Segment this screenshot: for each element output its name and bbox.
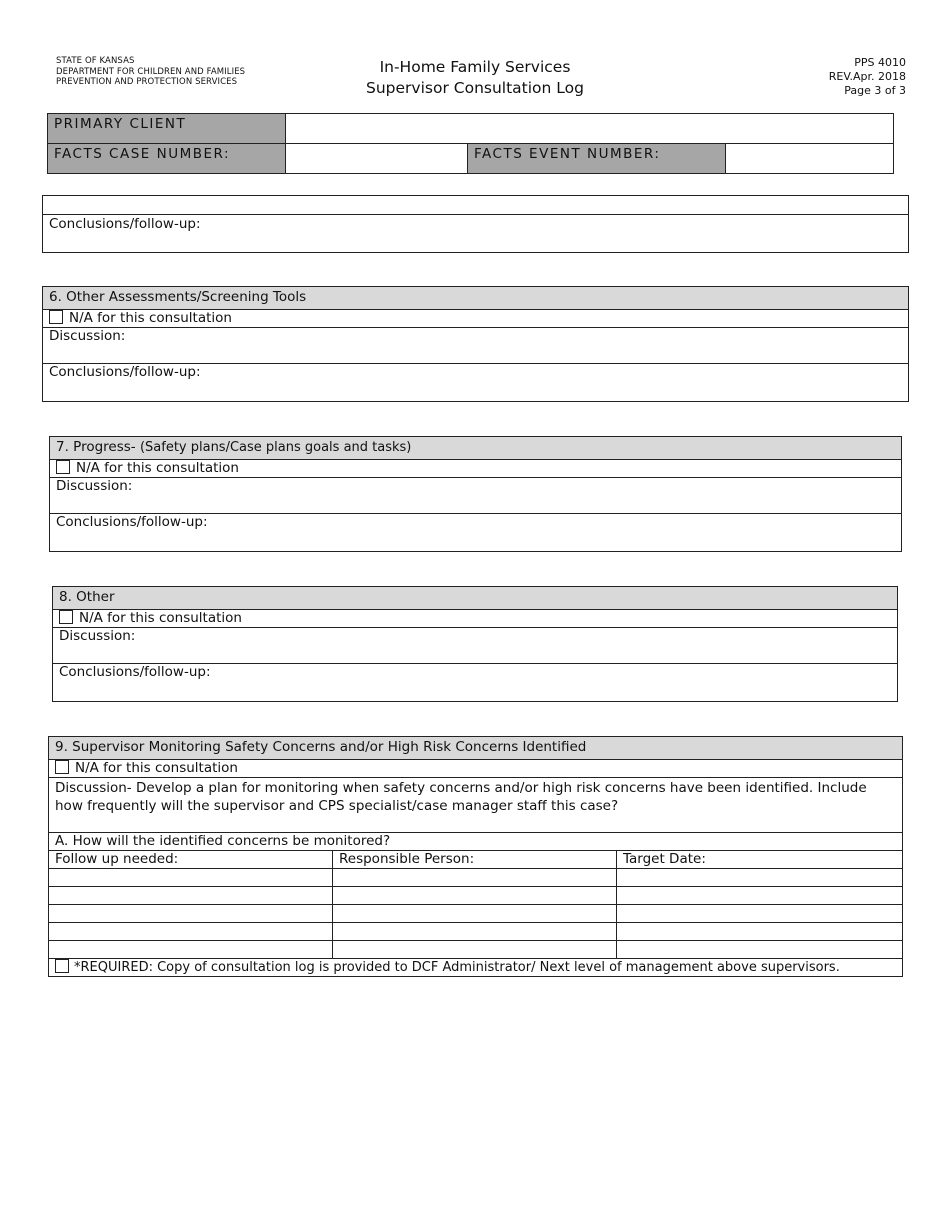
column-header-follow-up: Follow up needed:	[49, 851, 333, 869]
case-number-field[interactable]	[286, 144, 468, 174]
target-date-cell[interactable]	[617, 923, 903, 941]
section-5-conclusions-field[interactable]	[43, 215, 909, 253]
primary-client-label: PRIMARY CLIENT	[48, 114, 286, 144]
responsible-person-cell[interactable]	[333, 923, 617, 941]
section-9-title: 9. Supervisor Monitoring Safety Concerns and/or High Risk Concerns Identified	[49, 737, 903, 760]
section-7-title-cell	[50, 437, 902, 460]
section-7-title: 7. Progress-	[56, 439, 136, 455]
case-number-label: FACTS CASE NUMBER:	[48, 144, 286, 174]
section-7-na-checkbox[interactable]	[56, 460, 70, 474]
na-label: N/A for this consultation	[79, 610, 242, 626]
na-label: N/A for this consultation	[69, 310, 232, 326]
section-7-discussion-field[interactable]	[50, 478, 902, 514]
responsible-person-cell[interactable]	[333, 869, 617, 887]
responsible-person-cell[interactable]	[333, 887, 617, 905]
form-title-block	[330, 57, 620, 99]
section-6-discussion-field[interactable]	[43, 328, 909, 364]
client-info-table	[47, 113, 894, 174]
agency-line-division: PREVENTION AND PROTECTION SERVICES	[56, 77, 238, 87]
follow-up-cell[interactable]	[49, 887, 333, 905]
form-meta-block	[829, 56, 906, 98]
section-9-question: A. How will the identified concerns be monitored?	[49, 833, 903, 851]
agency-line-department: DEPARTMENT FOR CHILDREN AND FAMILIES	[56, 66, 246, 77]
conclusions-label: Conclusions/follow-up:	[49, 364, 201, 380]
section-8-table	[52, 586, 898, 702]
conclusions-label: Conclusions/follow-up:	[56, 514, 208, 530]
na-label: N/A for this consultation	[75, 760, 238, 776]
follow-up-cell[interactable]	[49, 905, 333, 923]
event-number-label: FACTS EVENT NUMBER:	[468, 144, 726, 174]
form-revision: REV.Apr. 2018	[828, 70, 906, 83]
discussion-label: Discussion:	[59, 628, 136, 644]
na-label: N/A for this consultation	[76, 460, 239, 476]
follow-up-cell[interactable]	[49, 869, 333, 887]
form-number: PPS 4010	[854, 56, 906, 69]
responsible-person-cell[interactable]	[333, 905, 617, 923]
conclusions-label: Conclusions/follow-up:	[59, 664, 211, 680]
section-6-na-row	[43, 310, 909, 328]
target-date-cell[interactable]	[617, 905, 903, 923]
section-8-discussion-field[interactable]	[53, 628, 898, 664]
target-date-cell[interactable]	[617, 941, 903, 959]
agency-line-state: STATE OF KANSAS	[56, 56, 135, 66]
conclusions-label: Conclusions/follow-up:	[49, 216, 201, 232]
section-7-conclusions-field[interactable]	[50, 514, 902, 552]
section-9-na-row	[49, 760, 903, 778]
discussion-label: Discussion:	[56, 478, 133, 494]
section-7-na-row	[50, 460, 902, 478]
section-5-continued-table	[42, 195, 909, 253]
required-checkbox[interactable]	[55, 959, 69, 973]
section-9-na-checkbox[interactable]	[55, 760, 69, 774]
section-8-conclusions-field[interactable]	[53, 664, 898, 702]
responsible-person-cell[interactable]	[333, 941, 617, 959]
follow-up-cell[interactable]	[49, 941, 333, 959]
column-header-responsible-person: Responsible Person:	[333, 851, 617, 869]
section-8-na-row	[53, 610, 898, 628]
section-8-na-checkbox[interactable]	[59, 610, 73, 624]
target-date-cell[interactable]	[617, 887, 903, 905]
section-9-discussion-field[interactable]: Discussion- Develop a plan for monitoring when safety concerns and/or high risk concerns have been identified. Include how frequently will the supervisor and CPS specialist/case manager staff this case?	[49, 778, 903, 833]
section-8-title: 8. Other	[53, 587, 898, 610]
section-7-subtitle: (Safety plans/Case plans goals and tasks)	[139, 440, 412, 455]
form-subtitle: Supervisor Consultation Log	[366, 79, 584, 97]
primary-client-field[interactable]	[286, 114, 894, 144]
section-5-discussion-field[interactable]	[43, 196, 909, 215]
required-note: *REQUIRED: Copy of consultation log is provided to DCF Administrator/ Next level of management above supervisors.	[74, 960, 840, 975]
discussion-label: Discussion:	[49, 328, 126, 344]
section-6-table	[42, 286, 909, 402]
section-6-conclusions-field[interactable]	[43, 364, 909, 402]
follow-up-cell[interactable]	[49, 923, 333, 941]
section-6-na-checkbox[interactable]	[49, 310, 63, 324]
section-6-title: 6. Other Assessments/Screening Tools	[43, 287, 909, 310]
column-header-target-date: Target Date:	[617, 851, 903, 869]
section-9-table	[48, 736, 903, 977]
target-date-cell[interactable]	[617, 869, 903, 887]
form-title: In-Home Family Services	[379, 58, 571, 76]
agency-block	[56, 56, 245, 88]
page-number: Page 3 of 3	[844, 84, 906, 97]
section-7-table	[49, 436, 902, 552]
event-number-field[interactable]	[726, 144, 894, 174]
section-9-required-row	[49, 959, 903, 977]
